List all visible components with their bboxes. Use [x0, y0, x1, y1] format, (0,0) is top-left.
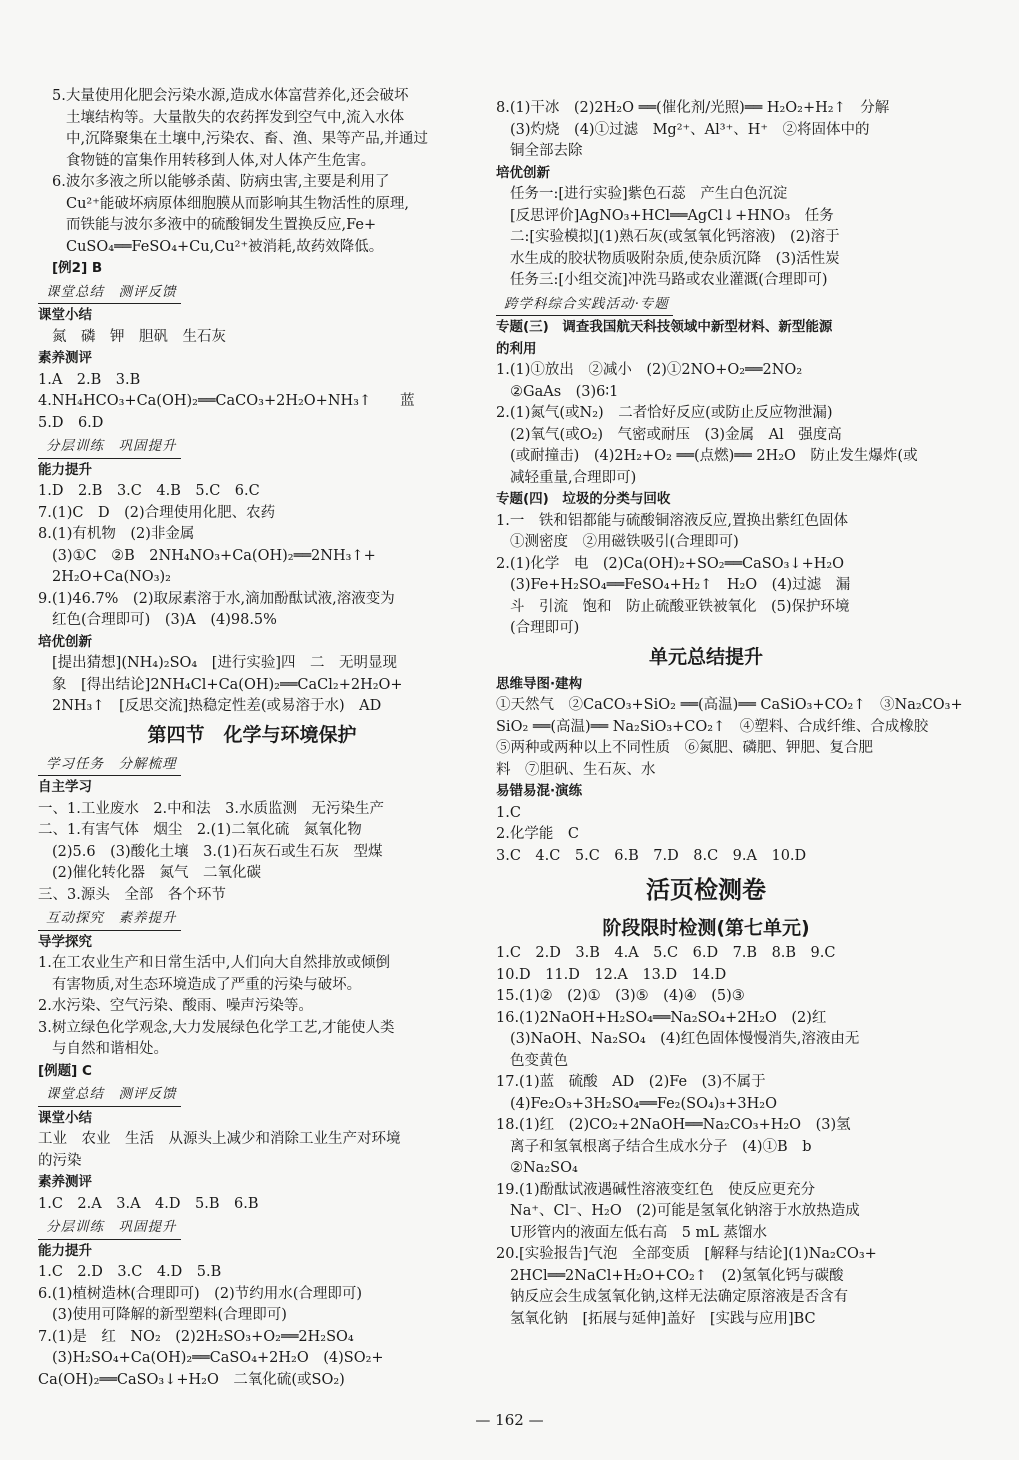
- answer-line: 水生成的胶状物质吸附杂质,使杂质沉降 (3)活性炭: [510, 250, 840, 267]
- right-column: [496, 98, 963, 1330]
- subsection-label: 培优创新: [496, 164, 550, 181]
- answer-line: 1.D 2.B 3.C 4.B 5.C 6.C: [38, 483, 260, 499]
- answer-line: 1.(1)①放出 ②减小 (2)①2NO+O₂══2NO₂: [496, 362, 803, 378]
- answer-line: 土壤结构等。大量散失的农药挥发到空气中,流入水体: [66, 109, 405, 126]
- section-banner: 分层训练 巩固提升: [38, 1217, 181, 1240]
- answer-line: 斗 引流 饱和 防止硫酸亚铁被氧化 (5)保护环境: [510, 598, 850, 615]
- answer-line: 象 [得出结论]2NH₄Cl+Ca(OH)₂══CaCl₂+2H₂O+: [52, 676, 403, 693]
- answer-line: (2)5.6 (3)酸化土壤 3.(1)石灰石或生石灰 型煤: [52, 843, 383, 860]
- answer-line: 4.NH₄HCO₃+Ca(OH)₂══CaCO₃+2H₂O+NH₃↑ 蓝: [38, 393, 415, 409]
- section-banner: 互动探究 素养提升: [38, 908, 181, 931]
- answer-line: (3)①C ②B 2NH₄NO₃+Ca(OH)₂══2NH₃↑+: [52, 547, 376, 564]
- answer-line: [提出猜想](NH₄)₂SO₄ [进行实验]四 二 无明显现: [52, 655, 398, 671]
- answer-line: 任务一:[进行实验]紫色石蕊 产生白色沉淀: [510, 186, 788, 202]
- subsection-label: 思维导图·建构: [496, 675, 583, 692]
- subsection-label: 能力提升: [38, 1242, 92, 1259]
- subsection-label: [例2] B: [52, 260, 103, 276]
- answer-line: 一、1.工业废水 2.中和法 3.水质监测 无污染生产: [38, 800, 385, 817]
- subsection-label: 课堂小结: [38, 1109, 92, 1126]
- answer-line: 二、1.有害气体 烟尘 2.(1)二氧化硫 氮氧化物: [38, 822, 362, 838]
- subsection-label: 课堂小结: [38, 307, 92, 323]
- answer-line: Cu²⁺能破坏病原体细胞膜从而影响其生物活性的原理,: [66, 195, 410, 212]
- answer-line: Ca(OH)₂══CaSO₃↓+H₂O 二氧化硫(或SO₂): [38, 1371, 345, 1388]
- answer-line: 6.波尔多液之所以能够杀菌、防病虫害,主要是利用了: [52, 174, 390, 190]
- answer-line: 二:[实验模拟](1)熟石灰(或氢氧化钙溶液) (2)溶于: [510, 229, 840, 245]
- answer-line: 工业 农业 生活 从源头上减少和消除工业生产对环境: [38, 1131, 401, 1147]
- answer-line: 3.C 4.C 5.C 6.B 7.D 8.C 9.A 10.D: [496, 847, 807, 864]
- answer-line: 20.[实验报告]气泡 全部变质 [解释与结论](1)Na₂CO₃+: [496, 1246, 877, 1262]
- answer-line: 1.A 2.B 3.B: [38, 371, 141, 388]
- worksheet-title: 活页检测卷: [646, 876, 766, 904]
- section-banner: 课堂总结 测评反馈: [38, 1084, 181, 1107]
- answer-line: 1.C: [496, 804, 521, 821]
- answer-line: 钠反应会生成氢氧化钠,这样无法确定原溶液是否含有: [510, 1289, 849, 1305]
- subsection-label: 导学探究: [38, 933, 92, 950]
- answer-line: 红色(合理即可) (3)A (4)98.5%: [52, 612, 277, 628]
- stage-test-title: 阶段限时检测(第七单元): [602, 917, 810, 939]
- unit-summary-title: 单元总结提升: [648, 645, 763, 668]
- answer-line: 的污染: [38, 1152, 82, 1169]
- answer-line: 1.一 铁和铝都能与硫酸铜溶液反应,置换出紫红色固体: [496, 512, 848, 529]
- answer-line: 1.在工农业生产和日常生活中,人们向大自然排放或倾倒: [38, 955, 390, 971]
- subsection-label: 素养测评: [38, 1174, 92, 1190]
- subsection-label: 素养测评: [38, 350, 92, 366]
- answer-line: 5.大量使用化肥会污染水源,造成水体富营养化,还会破坏: [52, 88, 409, 104]
- answer-line: 9.(1)46.7% (2)取尿素溶于水,滴加酚酞试液,溶液变为: [38, 590, 395, 607]
- answer-line: U形管内的液面左低右高 5 mL 蒸馏水: [510, 1224, 768, 1241]
- answer-line: 19.(1)酚酞试液遇碱性溶液变红色 使反应更充分: [496, 1181, 816, 1198]
- answer-line: 2.水污染、空气污染、酸雨、噪声污染等。: [38, 998, 313, 1014]
- answer-line: 减轻重量,合理即可): [510, 469, 637, 486]
- answer-line: 15.(1)② (2)① (3)⑤ (4)④ (5)③: [496, 988, 745, 1004]
- banner-row: [496, 292, 916, 318]
- answer-line: (3)灼烧 (4)①过滤 Mg²⁺、Al³⁺、H⁺ ②将固体中的: [510, 121, 870, 138]
- answer-line: ②Na₂SO₄: [510, 1160, 578, 1176]
- answer-line: ②GaAs (3)6∶1: [510, 383, 619, 400]
- subsection-label: 易错易混·演练: [496, 783, 583, 799]
- answer-line: 7.(1)C D (2)合理使用化肥、农药: [38, 504, 276, 521]
- answer-line: 2.(1)化学 电 (2)Ca(OH)₂+SO₂══CaSO₃↓+H₂O: [496, 555, 845, 572]
- answer-line: 1.C 2.D 3.C 4.D 5.B: [38, 1264, 222, 1280]
- answer-line: 3.树立绿色化学观念,大力发展绿色化学工艺,才能使人类: [38, 1019, 395, 1036]
- answer-line: 离子和氢氧根离子结合生成水分子 (4)①B b: [510, 1138, 812, 1155]
- banner-row: [38, 1215, 466, 1241]
- subsection-label: [例题] C: [38, 1062, 92, 1079]
- left-column: [38, 86, 466, 1391]
- page-number: — 162 —: [475, 1411, 544, 1429]
- right-answer-block-3: [496, 943, 916, 1330]
- answer-line: 2HCl══2NaCl+H₂O+CO₂↑ (2)氢氧化钙与碳酸: [510, 1267, 844, 1284]
- answer-line: 铜全部去除: [510, 143, 583, 159]
- banner-row: [38, 280, 466, 306]
- answer-line: 食物链的富集作用转移到人体,对人体产生危害。: [66, 152, 376, 169]
- answer-line: ⑤两种或两种以上不同性质 ⑥氮肥、磷肥、钾肥、复合肥: [496, 740, 873, 756]
- subsection-label: 培优创新: [38, 633, 92, 650]
- section-title: 第四节 化学与环境保护: [147, 723, 357, 746]
- answer-line: 5.D 6.D: [38, 414, 104, 431]
- subsection-label: 的利用: [496, 340, 537, 357]
- answer-line: 与自然和谐相处。: [52, 1041, 168, 1057]
- answer-line: 16.(1)2NaOH+H₂SO₄══Na₂SO₄+2H₂O (2)红: [496, 1009, 827, 1026]
- banner-row: [38, 752, 466, 778]
- left-answer-block-2: [38, 752, 466, 1392]
- answer-line: 2NH₃↑ [反思交流]热稳定性差(或易溶于水) AD: [52, 698, 382, 714]
- answer-line: 6.(1)植树造林(合理即可) (2)节约用水(合理即可): [38, 1285, 363, 1302]
- right-answer-block: [496, 98, 916, 640]
- right-answer-block-2: [496, 674, 963, 868]
- answer-line: 三、3.源头 全部 各个环节: [38, 886, 226, 903]
- answer-line: (或耐撞击) (4)2H₂+O₂ ══(点燃)══ 2H₂O 防止发生爆炸(或: [510, 448, 918, 464]
- answer-line: 有害物质,对生态环境造成了严重的污染与破坏。: [52, 976, 362, 993]
- answer-line: [反思评价]AgNO₃+HCl══AgCl↓+HNO₃ 任务: [510, 207, 834, 224]
- answer-line: (2)催化转化器 氮气 二氧化碳: [52, 865, 262, 881]
- answer-line: (4)Fe₂O₃+3H₂SO₄══Fe₂(SO₄)₃+3H₂O: [510, 1095, 777, 1112]
- answer-line: 2H₂O+Ca(NO₃)₂: [52, 569, 171, 585]
- answer-line: ①测密度 ②用磁铁吸引(合理即可): [510, 534, 739, 550]
- answer-line: ①天然气 ②CaCO₃+SiO₂ ══(高温)══ CaSiO₃+CO₂↑ ③Na₂CO₃+: [496, 697, 963, 713]
- section-banner: 课堂总结 测评反馈: [38, 282, 181, 305]
- section-banner: 分层训练 巩固提升: [38, 436, 181, 459]
- left-answer-block: [38, 86, 466, 718]
- subsection-label: 自主学习: [38, 779, 92, 795]
- answer-line: 18.(1)红 (2)CO₂+2NaOH══Na₂CO₃+H₂O (3)氢: [496, 1117, 851, 1133]
- answer-line: 2.化学能 C: [496, 826, 579, 842]
- section-banner: 跨学科综合实践活动·专题: [496, 294, 673, 317]
- answer-line: 1.C 2.A 3.A 4.D 5.B 6.B: [38, 1195, 259, 1212]
- answer-line: (3)H₂SO₄+Ca(OH)₂══CaSO₄+2H₂O (4)SO₂+: [52, 1350, 384, 1366]
- answer-line: 1.C 2.D 3.B 4.A 5.C 6.D 7.B 8.B 9.C: [496, 945, 836, 961]
- banner-row: [38, 434, 466, 460]
- subsection-label: 专题(三) 调查我国航天科技领域中新型材料、新型能源: [496, 319, 833, 335]
- answer-line: 氢氧化钠 [拓展与延伸]盖好 [实践与应用]BC: [510, 1310, 816, 1327]
- answer-line: Na⁺、Cl⁻、H₂O (2)可能是氢氧化钠溶于水放热造成: [510, 1203, 860, 1219]
- section-banner: 学习任务 分解梳理: [38, 754, 181, 777]
- answer-line: 8.(1)干冰 (2)2H₂O ══(催化剂/光照)══ H₂O₂+H₂↑ 分解: [496, 100, 890, 116]
- banner-row: [38, 906, 466, 932]
- answer-line: 17.(1)蓝 硫酸 AD (2)Fe (3)不属于: [496, 1074, 766, 1090]
- answer-line: (3)Fe+H₂SO₄══FeSO₄+H₂↑ H₂O (4)过滤 漏: [510, 577, 851, 593]
- subsection-label: 能力提升: [38, 461, 92, 478]
- answer-line: SiO₂ ══(高温)══ Na₂SiO₃+CO₂↑ ④塑料、合成纤维、合成橡胶: [496, 718, 929, 735]
- answer-line: 8.(1)有机物 (2)非金属: [38, 526, 195, 542]
- answer-line: 色变黄色: [510, 1052, 568, 1069]
- answer-line: 而铁能与波尔多液中的硫酸铜发生置换反应,Fe+: [66, 217, 377, 233]
- banner-row: [38, 1082, 466, 1108]
- answer-line: 2.(1)氮气(或N₂) 二者恰好反应(或防止反应物泄漏): [496, 405, 833, 421]
- answer-line: 料 ⑦胆矾、生石灰、水: [496, 761, 656, 778]
- answer-line: 10.D 11.D 12.A 13.D 14.D: [496, 966, 727, 983]
- answer-line: 中,沉降聚集在土壤中,污染农、畜、渔、果等产品,并通过: [66, 131, 428, 147]
- answer-line: (2)氧气(或O₂) 气密或耐压 (3)金属 Al 强度高: [510, 426, 842, 443]
- answer-line: CuSO₄══FeSO₄+Cu,Cu²⁺被消耗,故药效降低。: [66, 238, 384, 255]
- answer-line: (3)使用可降解的新型塑料(合理即可): [52, 1307, 287, 1323]
- subsection-label: 专题(四) 垃圾的分类与回收: [496, 491, 671, 507]
- answer-line: (合理即可): [510, 620, 580, 636]
- answer-line: 7.(1)是 红 NO₂ (2)2H₂SO₃+O₂══2H₂SO₄: [38, 1328, 354, 1345]
- answer-line: 任务三:[小组交流]冲洗马路或农业灌溉(合理即可): [510, 272, 828, 288]
- answer-line: 氮 磷 钾 胆矾 生石灰: [52, 328, 226, 345]
- answer-line: (3)NaOH、Na₂SO₄ (4)红色固体慢慢消失,溶液由无: [510, 1031, 860, 1047]
